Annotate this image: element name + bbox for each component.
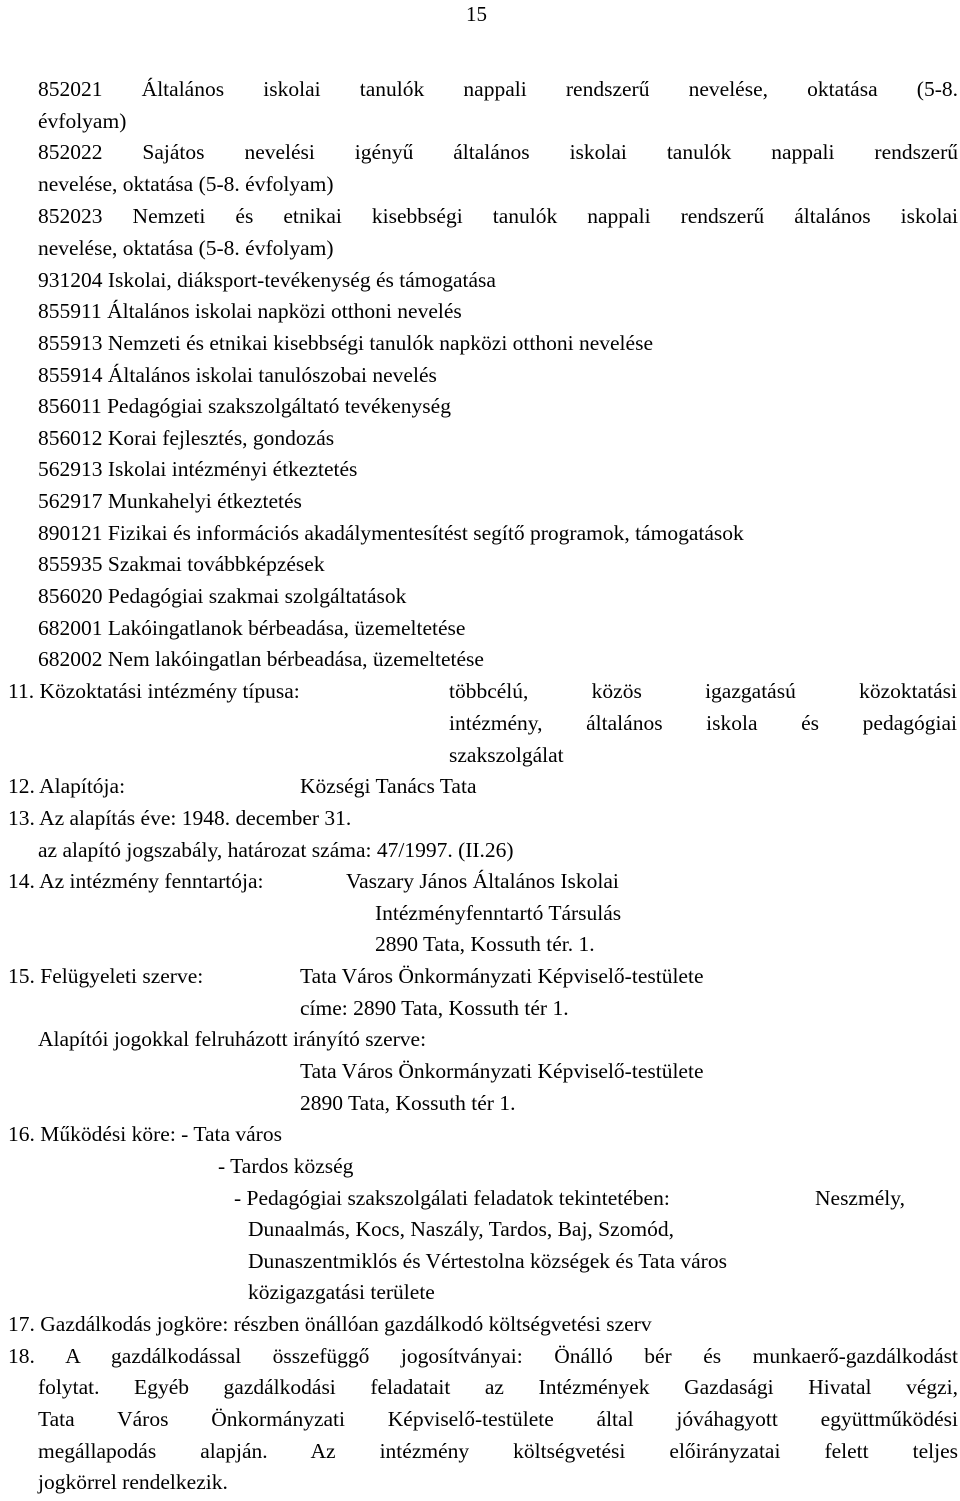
section-15-sub-label: Alapítói jogokkal felruházott irányító szerve: (38, 1027, 427, 1051)
section-15-value: címe: 2890 Tata, Kossuth tér 1. (300, 996, 569, 1020)
activity-line: 890121 Fizikai és információs akadálymentesítést segítő programok, támogatások (38, 521, 744, 545)
section-18-line: Tata Város Önkormányzati Képviselő-testülete által jóváhagyott együttműködési (38, 1407, 958, 1431)
activity-line: 682001 Lakóingatlanok bérbeadása, üzemeltetése (38, 616, 466, 640)
activity-line: 856020 Pedagógiai szakmai szolgáltatások (38, 584, 407, 608)
section-16-line: - Pedagógiai szakszolgálati feladatok tekintetében: (234, 1186, 670, 1210)
section-18-line: jogkörrel rendelkezik. (38, 1470, 228, 1494)
activity-line: 855913 Nemzeti és etnikai kisebbségi tanulók napközi otthoni nevelése (38, 331, 653, 355)
activity-line: 562917 Munkahelyi étkeztetés (38, 489, 302, 513)
activity-line: 855935 Szakmai továbbképzések (38, 552, 325, 576)
section-16-line: Neszmély, (815, 1186, 905, 1210)
section-11-label: 11. Közoktatási intézmény típusa: (8, 679, 300, 703)
activity-line: 855911 Általános iskolai napközi otthoni nevelés (38, 299, 462, 323)
section-16-line: - Tardos község (218, 1154, 354, 1178)
section-16-label: 16. Működési köre: - Tata város (8, 1122, 282, 1146)
section-14-value: 2890 Tata, Kossuth tér. 1. (375, 932, 595, 956)
section-14-value: Vaszary János Általános Iskolai (346, 869, 619, 893)
activity-line: 856011 Pedagógiai szakszolgáltató tevékenység (38, 394, 451, 418)
page-number: 15 (466, 2, 487, 26)
section-15-sub-value: 2890 Tata, Kossuth tér 1. (300, 1091, 516, 1115)
activity-line: nevelése, oktatása (5-8. évfolyam) (38, 172, 334, 196)
section-12-label: 12. Alapítója: (8, 774, 126, 798)
section-13-sub: az alapító jogszabály, határozat száma: 47/1997. (II.26) (38, 838, 514, 862)
section-18-line: folytat. Egyéb gazdálkodási feladatait az Intézmények Gazdasági Hivatal végzi, (38, 1375, 958, 1399)
section-15-sub-value: Tata Város Önkormányzati Képviselő-testülete (300, 1059, 704, 1083)
section-11-value: intézmény, általános iskola és pedagógiai (449, 711, 957, 735)
activity-line: 856012 Korai fejlesztés, gondozás (38, 426, 335, 450)
section-12-value: Községi Tanács Tata (300, 774, 477, 798)
activity-line: 852023 Nemzeti és etnikai kisebbségi tanulók nappali rendszerű általános iskolai (38, 204, 958, 228)
section-16-line: Dunaalmás, Kocs, Naszály, Tardos, Baj, Szomód, (248, 1217, 675, 1241)
activity-line: 931204 Iskolai, diáksport-tevékenység és támogatása (38, 268, 496, 292)
activity-line: 855914 Általános iskolai tanulószobai nevelés (38, 363, 437, 387)
section-16-line: Dunaszentmiklós és Vértestolna községek és Tata város (248, 1249, 727, 1273)
section-18-line: megállapodás alapján. Az intézmény költségvetési előirányzatai felett teljes (38, 1439, 958, 1463)
section-11-value: szakszolgálat (449, 743, 564, 767)
section-13-label: 13. Az alapítás éve: 1948. december 31. (8, 806, 352, 830)
activity-line: 852021 Általános iskolai tanulók nappali rendszerű nevelése, oktatása (5-8. (38, 77, 958, 101)
section-17: 17. Gazdálkodás jogköre: részben önállóan gazdálkodó költségvetési szerv (8, 1312, 652, 1336)
section-14-label: 14. Az intézmény fenntartója: (8, 869, 264, 893)
section-14-value: Intézményfenntartó Társulás (375, 901, 622, 925)
section-16-line: közigazgatási területe (248, 1280, 435, 1304)
activity-line: 852022 Sajátos nevelési igényű általános iskolai tanulók nappali rendszerű (38, 140, 958, 164)
activity-line: évfolyam) (38, 109, 127, 133)
section-15-value: Tata Város Önkormányzati Képviselő-testülete (300, 964, 704, 988)
activity-line: 562913 Iskolai intézményi étkeztetés (38, 457, 358, 481)
section-15-label: 15. Felügyeleti szerve: (8, 964, 204, 988)
section-11-value: többcélú, közös igazgatású közoktatási (449, 679, 957, 703)
activity-line: 682002 Nem lakóingatlan bérbeadása, üzemeltetése (38, 647, 484, 671)
activity-line: nevelése, oktatása (5-8. évfolyam) (38, 236, 334, 260)
section-18-line: 18. A gazdálkodással összefüggő jogosítványai: Önálló bér és munkaerő-gazdálkodást (8, 1344, 958, 1368)
